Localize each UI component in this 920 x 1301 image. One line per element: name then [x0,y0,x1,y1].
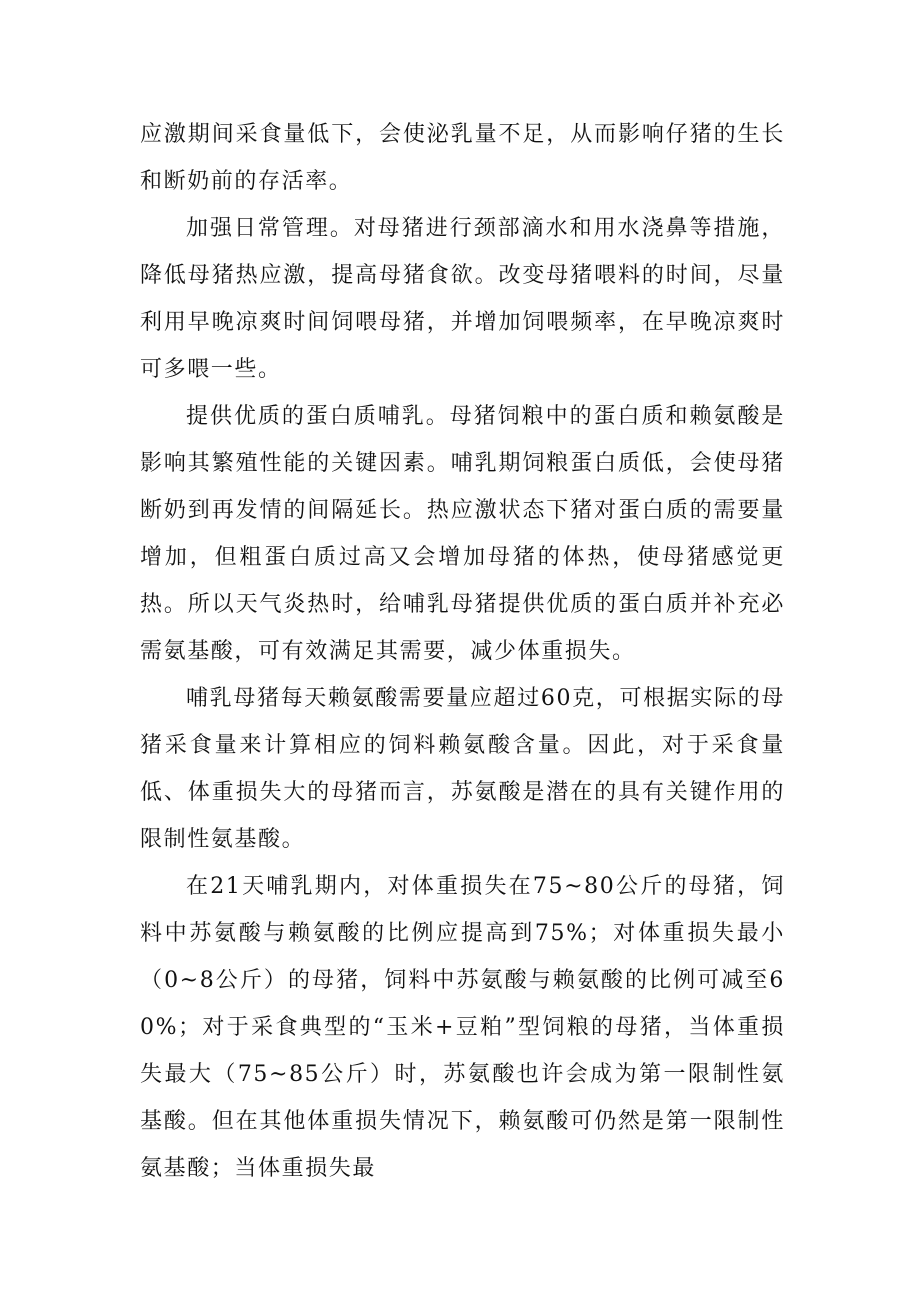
paragraph: 在21天哺乳期内，对体重损失在75~80公斤的母猪，饲料中苏氨酸与赖氨酸的比例应提高到75%；对体重损失最小（0~8公斤）的母猪，饲料中苏氨酸与赖氨酸的比例可减至60%；对于采食典型的“玉米+豆粕”型饲粮的母猪，当体重损失最大（75~85公斤）时，苏氨酸也许会成为第一限制性氨基酸。但在其他体重损失情况下，赖氨酸可仍然是第一限制性氨基酸；当体重损失最 [140,874,785,1181]
paragraph: 加强日常管理。对母猪进行颈部滴水和用水浇鼻等措施，降低母猪热应激，提高母猪食欲。改变母猪喂料的时间，尽量利用早晚凉爽时间饲喂母猪，并增加饲喂频率，在早晚凉爽时可多喂一些。 [140,216,785,382]
paragraph: 提供优质的蛋白质哺乳。母猪饲粮中的蛋白质和赖氨酸是影响其繁殖性能的关键因素。哺乳期饲粮蛋白质低，会使母猪断奶到再发情的间隔延长。热应激状态下猪对蛋白质的需要量增加，但粗蛋白质过高又会增加母猪的体热，使母猪感觉更热。所以天气炎热时，给哺乳母猪提供优质的蛋白质并补充必需氨基酸，可有效满足其需要，减少体重损失。 [140,404,785,664]
paragraph: 应激期间采食量低下，会使泌乳量不足，从而影响仔猪的生长和断奶前的存活率。 [140,122,785,194]
paragraph: 哺乳母猪每天赖氨酸需要量应超过60克，可根据实际的母猪采食量来计算相应的饲料赖氨酸含量。因此，对于采食量低、体重损失大的母猪而言，苏氨酸是潜在的具有关键作用的限制性氨基酸。 [140,686,785,852]
document-body [140,111,785,1192]
